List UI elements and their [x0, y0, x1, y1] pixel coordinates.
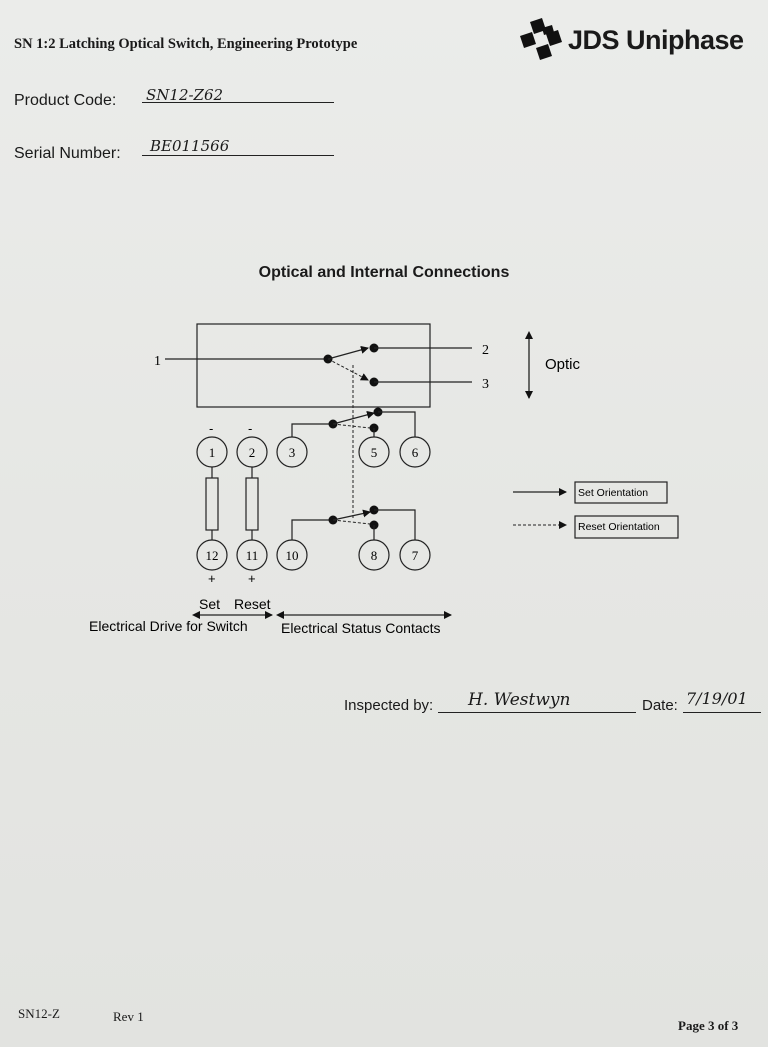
plus-sign-1: + [208, 571, 216, 586]
inspected-by-label: Inspected by: [344, 697, 434, 714]
inspector-signature: H. Westwyn [468, 690, 571, 710]
optic-port-3: 3 [482, 377, 489, 392]
serial-number-value: BE011566 [150, 137, 230, 155]
set-orientation-label: Set Orientation [578, 487, 649, 499]
status-caption: Electrical Status Contacts [281, 620, 441, 636]
document-title: SN 1:2 Latching Optical Switch, Engineering Prototype [14, 36, 358, 52]
pin-3: 3 [288, 445, 296, 460]
minus-sign-2: - [248, 421, 253, 436]
footer-revision: Rev 1 [113, 1009, 144, 1024]
product-code-value: SN12-Z62 [146, 86, 224, 104]
date-label: Date: [642, 697, 678, 714]
optic-label: Optic [545, 356, 581, 373]
pin-7: 7 [411, 548, 419, 563]
optic-port-2: 2 [482, 343, 489, 358]
footer-part-number: SN12-Z [18, 1006, 60, 1021]
reset-coil [246, 478, 258, 530]
pin-1: 1 [208, 445, 216, 460]
pin-8: 8 [370, 548, 378, 563]
set-label: Set [199, 596, 221, 612]
drive-caption: Electrical Drive for Switch [89, 618, 248, 634]
serial-number-label: Serial Number: [14, 145, 121, 162]
optical-switch-box [197, 324, 430, 407]
minus-sign-1: - [209, 421, 214, 436]
pin-11: 11 [245, 548, 259, 563]
date-value: 7/19/01 [686, 689, 748, 708]
plus-sign-2: + [248, 571, 256, 586]
diagram-title: Optical and Internal Connections [258, 264, 510, 281]
product-code-label: Product Code: [14, 92, 117, 109]
pin-5: 5 [370, 445, 378, 460]
inspector-underline [438, 712, 636, 713]
pin-6: 6 [411, 445, 419, 460]
reset-label: Reset [234, 596, 271, 612]
pin-12: 12 [205, 548, 219, 563]
optic-port-1: 1 [154, 354, 161, 369]
footer-page-number: Page 3 of 3 [678, 1018, 739, 1033]
set-coil [206, 478, 218, 530]
date-underline [683, 712, 761, 713]
pin-2: 2 [248, 445, 256, 460]
reset-orientation-label: Reset Orientation [578, 521, 660, 533]
pin-10: 10 [285, 548, 299, 563]
logo-text: JDS Uniphase [568, 25, 744, 55]
